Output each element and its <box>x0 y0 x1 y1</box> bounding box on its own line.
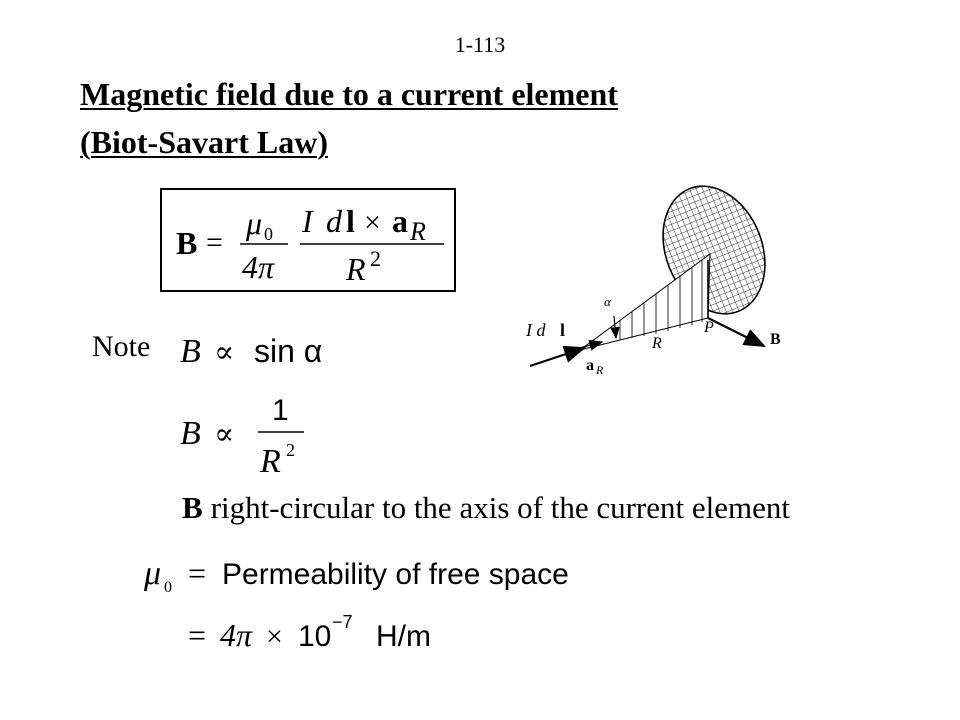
coef-mu-sub: 0 <box>264 224 273 244</box>
frac-num-a: a <box>392 203 408 239</box>
rel2-b: B <box>180 415 201 452</box>
rel2-prop: ∝ <box>214 418 235 451</box>
rel2-den-sup: 2 <box>286 440 295 460</box>
frac-num-i: I <box>302 203 313 239</box>
label-p: P <box>704 319 714 336</box>
rel2-num: 1 <box>272 394 289 427</box>
permeability-definition <box>140 546 620 666</box>
label-b: B <box>770 331 781 348</box>
label-r: R <box>652 335 662 352</box>
relation-b-prop-inverse-r-squared <box>176 386 326 482</box>
biot-savart-formula-box <box>160 188 456 292</box>
coef-mu: μ <box>246 205 263 241</box>
title-line-2: (Biot-Savart Law) <box>80 124 328 160</box>
relation-b-prop-sin-alpha <box>176 326 366 376</box>
perm-value-coef: 4π <box>220 617 253 653</box>
rel1-rhs: sin α <box>254 333 323 369</box>
perm-equals-2: = <box>188 617 207 653</box>
b-direction-symbol: B <box>182 490 203 525</box>
b-field-arrow <box>708 318 764 346</box>
perm-definition: Permeability of free space <box>222 558 569 591</box>
page-number: 1-113 <box>454 32 506 57</box>
cone-wedge <box>580 254 710 350</box>
rel2-den: R <box>260 443 281 480</box>
formula-lhs-b: B <box>176 225 198 261</box>
rel1-prop: ∝ <box>214 336 235 369</box>
perm-mu-sub: 0 <box>164 579 172 596</box>
perm-value-exp: −7 <box>332 612 353 632</box>
label-alpha: α <box>604 294 611 309</box>
current-element-arrow <box>530 348 584 366</box>
b-direction-text: right-circular to the axis of the current element <box>210 490 790 525</box>
frac-num-d: d <box>326 203 342 239</box>
perm-mu: μ <box>144 555 162 592</box>
rel1-b: B <box>180 333 201 370</box>
perm-value-times: × <box>266 620 283 653</box>
formula-equals: = <box>206 226 223 259</box>
biot-savart-formula <box>162 190 454 290</box>
frac-num-cross: × <box>364 206 381 239</box>
b-direction-statement <box>182 490 790 526</box>
perm-value-unit: H/m <box>376 620 431 653</box>
frac-num-l: l <box>346 203 355 239</box>
title-line-1: Magnetic field due to a current element <box>80 76 618 112</box>
note-label: Note <box>92 330 151 363</box>
perm-value-base: 10 <box>298 620 332 653</box>
label-dl: l <box>560 320 566 340</box>
label-ar-sub: R <box>596 363 604 377</box>
frac-den-r: R <box>346 251 366 287</box>
frac-num-a-sub: R <box>410 217 426 246</box>
coef-4pi: 4π <box>242 249 275 285</box>
frac-den-sup: 2 <box>370 246 381 271</box>
biot-savart-diagram <box>510 180 810 380</box>
label-ar: a <box>586 357 594 374</box>
perm-equals-1: = <box>188 555 207 591</box>
label-current: I d <box>526 320 546 340</box>
